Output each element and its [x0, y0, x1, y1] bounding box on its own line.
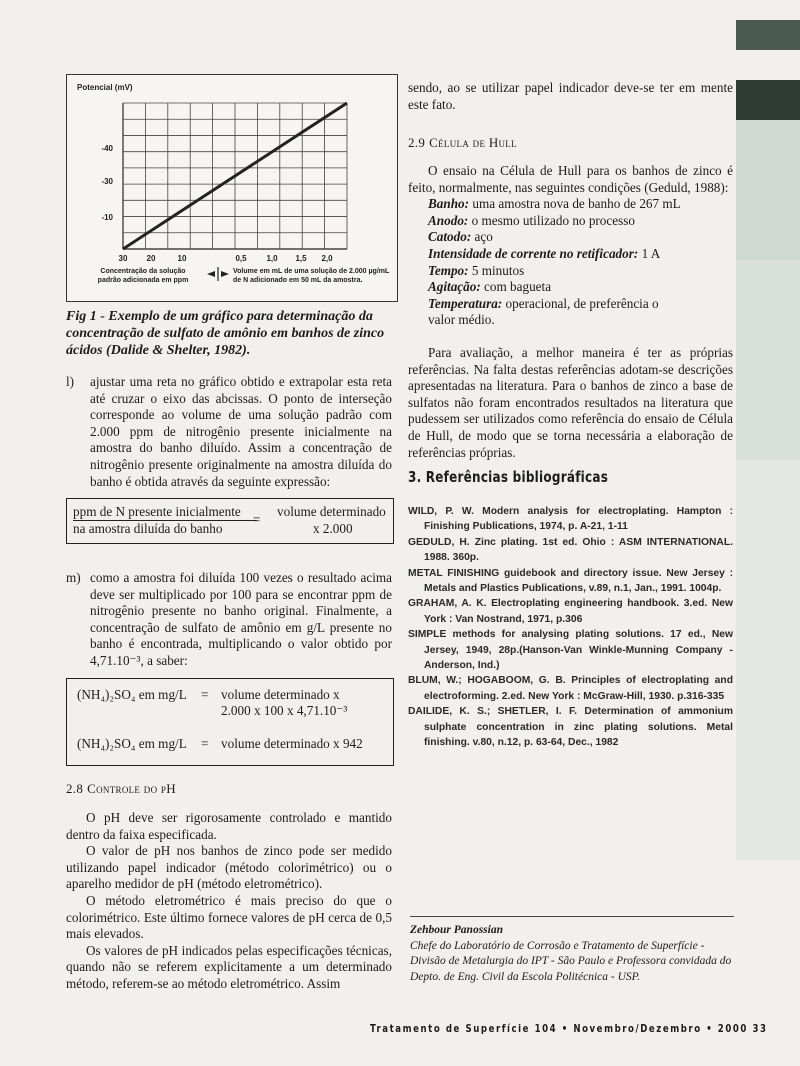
reference-entry: SIMPLE methods for analysing plating solutions. 17 ed., New Jersey, 1949, 28p.(Hanson-Van Winkle-Munning Company - Anderson, Ind.)	[408, 629, 733, 672]
condition-key: Tempo:	[428, 262, 469, 278]
paragraph: Os valores de pH indicados pelas especificações técnicas, quando não se referem explicitamente a um determinado método, referem-se ao método eletrométrico. Assim	[66, 942, 392, 991]
condition-continuation: valor médio.	[428, 312, 495, 328]
condition-value: aço	[471, 229, 493, 245]
eq1-fraction-bar	[73, 520, 257, 521]
right-column-top	[408, 80, 733, 113]
figure-1	[66, 74, 398, 302]
eq2-row2-left: (NH₄)₂SO₄ em mg/L	[77, 736, 187, 751]
reference-entry: WILD, P. W. Modern analysis for electroplating. Hampton : Finishing Publications, 1974, p. A-21, 1-11	[408, 506, 733, 533]
figure-caption: Fig 1 - Exemplo de um gráfico para determinação da concentração de sulfato de amônio em banhos de zinco ácidos (Dalide & Shelter, 1982).	[66, 309, 385, 358]
eq1-right-line1: volume determinado	[277, 504, 386, 519]
legend-right-line2: de N adicionado em 50 mL da amostra.	[233, 277, 363, 284]
eq1-equals: =	[253, 512, 261, 527]
references-list	[408, 504, 733, 751]
paragraph: O valor de pH nos banhos de zinco pode ser medido utilizando papel indicador (método colorimétrico) ou o aparelho medidor de pH (método eletrométrico).	[66, 843, 392, 892]
condition-key: Banho:	[428, 196, 470, 212]
eq1-left-line2: na amostra diluída do banho	[73, 521, 223, 536]
y-tick-label: -30	[101, 177, 113, 186]
condition-value: 5 minutos	[468, 262, 525, 278]
x-tick-label: 30	[118, 254, 128, 263]
eq2-row1-right2: 2.000 x 100 x 4,71.10⁻³	[221, 703, 348, 718]
y-axis-label: Potencial (mV)	[77, 83, 133, 92]
section-2-8-body	[66, 810, 392, 993]
eq2-row1-equals: =	[201, 687, 209, 702]
section-title: Célula de Hull	[429, 135, 517, 150]
reference-entry: GEDULD, H. Zinc plating. 1st ed. Ohio : ASM INTERNATIONAL. 1988. 360p.	[408, 536, 733, 564]
equation-box-1	[66, 498, 394, 544]
calibration-graph	[67, 75, 397, 301]
condition-value: uma amostra nova de banho de 267 mL	[469, 196, 681, 212]
reference-entry: GRAHAM, A. K. Electroplating engineering handbook. 3.ed. New York : Van Nostrand, 1971, p.306	[408, 598, 733, 625]
adjacent-page-bleed	[736, 0, 800, 1000]
references-heading: 3. Referências bibliográficas	[408, 468, 609, 486]
section-number: 2.9	[408, 135, 426, 150]
x-tick-label: 1,0	[266, 254, 278, 263]
x-tick-label: 1,5	[295, 254, 307, 263]
page-footer: Tratamento de Superfície 104 • Novembro/Dezembro • 2000 33	[370, 1022, 768, 1035]
x-tick-label: 0,5	[235, 254, 247, 263]
eq2-row1-right1: volume determinado x	[221, 687, 340, 702]
condition-item	[428, 296, 733, 313]
condition-key: Temperatura:	[428, 295, 503, 311]
condition-item	[428, 196, 733, 213]
condition-key: Anodo:	[428, 212, 469, 228]
y-tick-label: -40	[101, 144, 113, 153]
list-item-m	[66, 570, 392, 670]
y-tick-labels	[101, 144, 113, 222]
paragraph: O pH deve ser rigorosamente controlado e mantido dentro da faixa especificada.	[66, 810, 392, 842]
eq2-row2-equals: =	[201, 736, 209, 751]
condition-key: Catodo:	[428, 229, 472, 245]
equation-box-2	[66, 678, 394, 766]
eq2-row2-right: volume determinado x 942	[221, 736, 363, 751]
reference-entry: BLUM, W.; HOGABOOM, G. B. Principles of electroplating and electroforming. 2.ed. New York : McGraw-Hill, 1930. p.316-335	[408, 675, 733, 702]
condition-item	[428, 263, 733, 280]
eq2-row1-left: (NH₄)₂SO₄ em mg/L	[77, 687, 187, 702]
condition-value: operacional, de preferência o	[502, 295, 659, 311]
paragraph: Para avaliação, a melhor maneira é ter as próprias referências. Na falta destas referências adotam-se descrições apresentadas na literatura. Para o banhos de zinco a base de sulfatos não foram encontrados resultados na literatura que pudessem ser utilizados como referência do ensaio de Célula de Hull, de modo que se torna necessária a elaboração de referências próprias.	[408, 344, 733, 460]
section-title: Controle do pH	[87, 781, 176, 796]
condition-value: o mesmo utilizado no processo	[468, 212, 635, 228]
condition-value: 1 A	[638, 245, 661, 261]
hull-conditions-list	[428, 196, 733, 312]
condition-item	[428, 229, 733, 246]
condition-item	[428, 246, 733, 263]
reference-entry: DAILIDE, K. S.; SHETLER, I. F. Determination of ammonium sulphate concentration in zinc plating solutions. Metal finishing. v.80, n.12, p. 63-64, Dec., 1982	[408, 706, 733, 749]
eq1-left-line1: ppm de N presente inicialmente	[73, 504, 241, 519]
x-tick-label: 20	[146, 254, 156, 263]
legend-left-line1: Concentração da solução	[100, 268, 186, 275]
list-marker: l)	[66, 374, 75, 389]
author-bio: Chefe do Laboratório de Corrosão e Tratamento de Superfície - Divisão de Metalurgia do IPT - São Paulo e Professora convidada do Depto. de Eng. Civil da Escola Politécnica - USP.	[410, 939, 732, 983]
condition-value: com bagueta	[480, 279, 552, 295]
author-block	[410, 923, 736, 985]
list-item-text: como a amostra foi diluída 100 vezes o resultado acima deve ser multiplicado por 100 para se encontrar ppm de nitrogênio presente no banho original. Finalmente, a concentração de sulfato de amônio em g/L presente no banho é encontrada, multiplicando o valor obtido por 4,71.10⁻³, a saber:	[90, 570, 392, 668]
paragraph: O ensaio na Célula de Hull para os banhos de zinco é feito, normalmente, nas seguintes condições (Geduld, 1988):	[408, 163, 733, 195]
condition-key: Agitação:	[428, 279, 481, 295]
condition-key: Intensidade de corrente no retificador:	[428, 245, 639, 261]
x-tick-labels	[119, 254, 334, 263]
condition-item	[428, 213, 733, 230]
list-item-text: ajustar uma reta no gráfico obtido e extrapolar esta reta até cruzar o eixo das abcissas. O ponto de interseção corresponde ao volume de uma solução padrão com 2.000 ppm de nitrogênio presente inicialmente na amostra do banho diluído. Assim a concentração de nitrogênio presente originalmente na amostra diluída do banho é obtida através da seguinte expressão:	[90, 374, 392, 489]
paragraph: sendo, ao se utilizar papel indicador deve-se ter em mente este fato.	[408, 80, 733, 112]
author-divider	[410, 916, 734, 917]
x-tick-label: 2,0	[321, 254, 333, 263]
condition-item	[428, 279, 733, 296]
section-2-8-heading	[66, 780, 176, 798]
list-marker: m)	[66, 570, 81, 585]
arrow-left-icon	[207, 271, 215, 277]
reference-entry: METAL FINISHING guidebook and directory issue. New Jersey : Metals and Plastics Publications, v.89, n.1, Jan., 1991. 1004p.	[408, 567, 733, 595]
x-tick-label: 10	[177, 254, 187, 263]
list-item-l	[66, 374, 392, 490]
eq1-right-line2: x 2.000	[313, 521, 353, 536]
author-name: Zehbour Panossian	[410, 924, 503, 936]
legend-left-line2: padrão adicionada em ppm	[97, 277, 189, 284]
legend-right-line1: Volume em mL de uma solução de 2.000 µg/mL	[233, 268, 390, 275]
arrow-right-icon	[221, 271, 229, 277]
section-2-9-heading	[408, 134, 517, 152]
section-2-9-body	[408, 163, 733, 461]
y-tick-label: -10	[101, 213, 113, 222]
paragraph: O método eletrométrico é mais preciso do que o colorimétrico. Este último fornece valores de pH cerca de 0,5 mais elevados.	[66, 892, 392, 942]
section-number: 2.8	[66, 781, 84, 796]
